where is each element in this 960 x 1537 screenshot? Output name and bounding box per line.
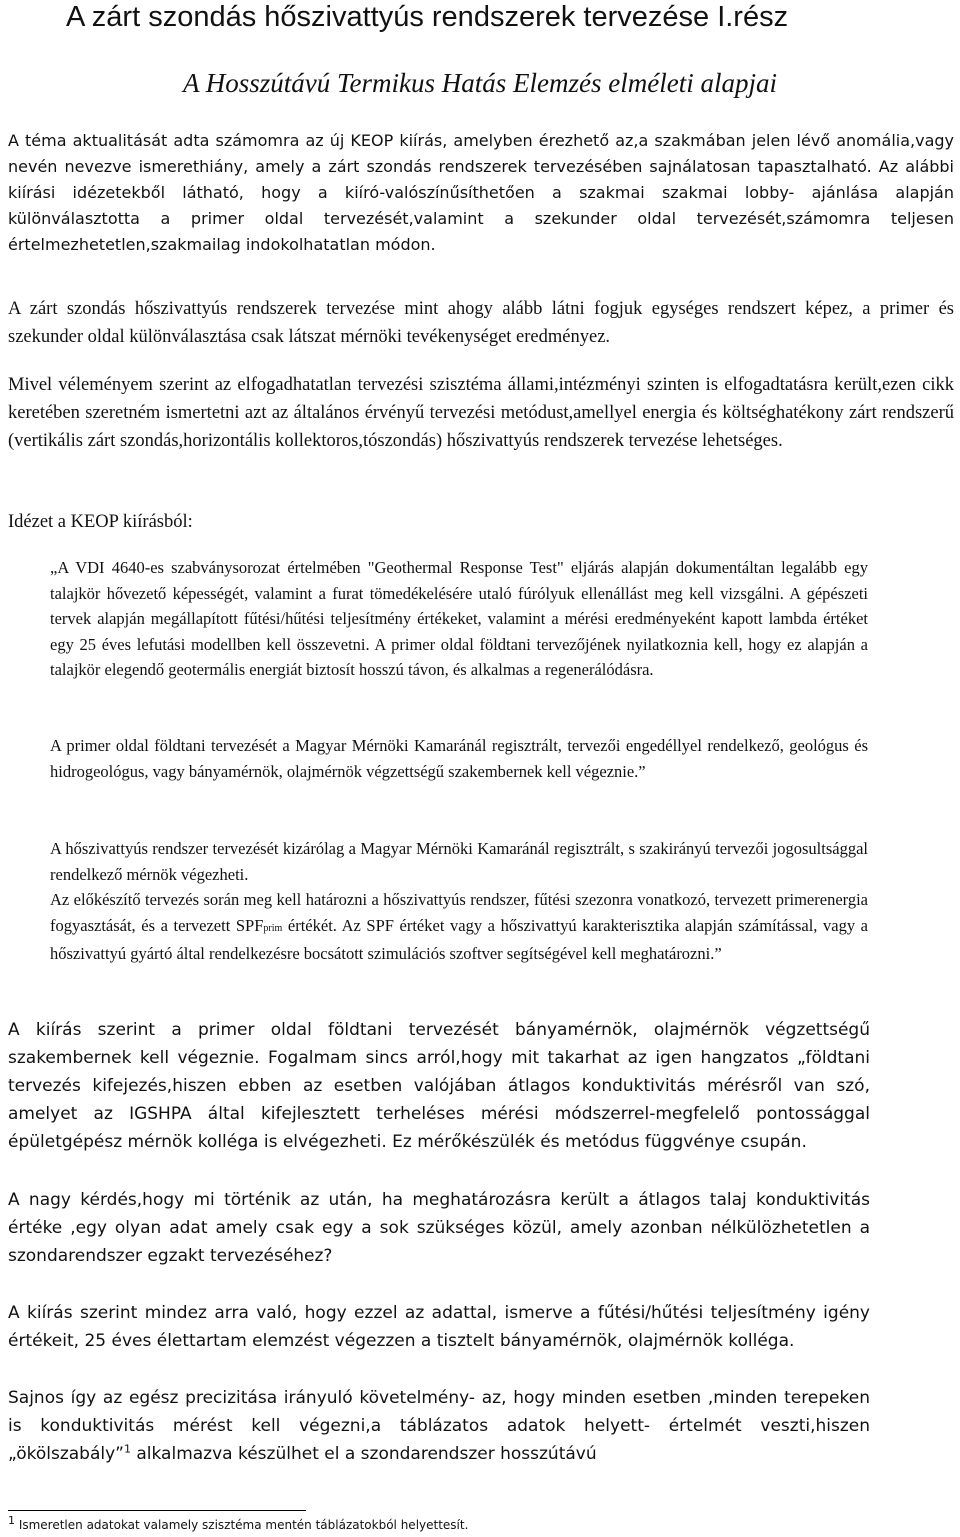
footnote-marker: 1 — [8, 1514, 15, 1527]
quote-heading: Idézet a KEOP kiírásból: — [8, 512, 193, 532]
quote-spf — [50, 887, 868, 967]
quote-vdi: „A VDI 4640-es szabványsorozat értelmében "Geothermal Response Test" eljárás alapján dokumentáltan legalább egy talajkör hővezető képességét, valamint a furat tömedékelésére utaló fúrólyuk ellenállást meg kell vizsgálni. A gépészeti tervek alapján megállapított fűtési/hűtési teljesítmény értékeket, valamint a mérési eredményeként kapott lambda értéket egy 25 éves lefutási modellben kell összevetni. A primer oldal földtani tervezőjének nyilatkoznia kell, hogy ez alapján a talajkör elegendő geotermális energiát biztosít hosszú távon, és alkalmas a regenerálódásra. — [50, 558, 868, 679]
spf-subscript: prim — [263, 922, 283, 934]
paragraph-big-question: A nagy kérdés,hogy mi történik az után, ha meghatározásra került a átlagos talaj konduktivitás értéke ,egy olyan adat amely csak egy a sok szükséges közül, amely azonban nélkülözhetetlen a szondarendszer egzakt tervezéséhez? — [8, 1190, 870, 1266]
document-title: A zárt szondás hőszivattyús rendszerek tervezése I.rész — [66, 1, 789, 33]
document-subtitle: A Hosszútávú Termikus Hatás Elemzés elméleti alapjai — [183, 68, 777, 98]
footnote-separator — [8, 1510, 306, 1511]
paragraph-geological-design: A kiírás szerint a primer oldal földtani tervezését bányamérnök, olajmérnök végzettségű szakembernek kell végeznie. Fogalmam sincs arról,hogy mit takarhat az igen hangzatos „földtani tervezés kifejezés,hiszen ebben az esetben valójában átlagos konduktivitás mérésről van szó, amelyet az IGSHPA által kifejlesztett terheléses mérési módszerrel-megfelelő pontossággal épületgépész mérnök kolléga is elvégezheti. Ez mérőkészülék és metódus függvénye csupán. — [8, 1020, 870, 1152]
rule-of-thumb-text-a: Sajnos így az egész precizitása irányuló követelmény- az, hogy minden esetben ,minden terepeken is konduktivitás mérést kell végezni,a táblázatos adatok helyett- értelmét veszti,hiszen „ökölszabály” — [8, 1388, 870, 1464]
paragraph-25-year-analysis: A kiírás szerint mindez arra való, hogy ezzel az adattal, ismerve a fűtési/hűtési teljesítmény igény értékeit, 25 éves élettartam elemzést végezzen a tisztelt bányamérnök, olajmérnök kolléga. — [8, 1303, 870, 1351]
paragraph-system-unity: A zárt szondás hőszivattyús rendszerek tervezése mint ahogy alább látni fogjuk egységes rendszert képez, a primer és szekunder oldal különválasztása csak látszat mérnöki tevékenységet eredményez. — [8, 299, 954, 347]
footnote-text: Ismeretlen adatokat valamely szisztéma mentén táblázatokból helyettesít. — [15, 1518, 469, 1532]
paragraph-method: Mivel véleményem szerint az elfogadhatatlan tervezési szisztéma állami,intézményi szinten is elfogadtatásra került,ezen cikk keretében szeretném ismertetni azt az általános érvényű tervezési metódust,amellyel energia és költséghatékony zárt rendszerű (vertikális zárt szondás,horizontális kollektoros,tószondás) hőszivattyús rendszerek tervezése lehetséges. — [8, 375, 954, 451]
rule-of-thumb-text-b: alkalmazva készülhet el a szondarendszer hosszútávú — [130, 1444, 597, 1464]
footnote — [8, 1514, 469, 1533]
quote-primer-designer: A primer oldal földtani tervezését a Magyar Mérnöki Kamaránál regisztrált, tervezői engedéllyel rendelkező, geológus és hidrogeológus, vagy bányamérnök, olajmérnök végzettségű szakembernek kell végeznie.” — [50, 736, 868, 781]
quote-spf-text-b: értékét. Az SPF értéket vagy a hőszivattyú karakterisztika alapján számítással, vagy a hőszivattyú gyártó által rendelkezésre bocsátott szimulációs szoftver segítségével kell meghatározni.” — [50, 915, 868, 963]
paragraph-rule-of-thumb — [8, 1384, 870, 1468]
quote-heat-pump-designer: A hőszivattyús rendszer tervezését kizárólag a Magyar Mérnöki Kamaránál regisztrált, s szakirányú tervezői jogosultsággal rendelkező mérnök végezheti. — [50, 839, 868, 884]
paragraph-intro: A téma aktualitását adta számomra az új KEOP kiírás, amelyben érezhető az,a szakmában jelen lévő anomália,vagy nevén nevezve ismerethiány, amely a zárt szondás rendszerek tervezésében sajnálatosan tapasztalható. Az alábbi kiírási idézetekből látható, hogy a kiíró-valószínűsíthetően a szakmai szakmai lobby- ajánlása alapján különválasztotta a primer oldal tervezését,valamint a szekunder oldal tervezését,számomra teljesen értelmezhetetlen,szakmailag indokolhatatlan módon. — [8, 131, 954, 254]
footnote-reference[interactable]: 1 — [123, 1442, 131, 1456]
quote-spf-text-a: Az előkészítő tervezés során meg kell határozni a hőszivattyús rendszer, fűtési szezonra vonatkozó, tervezett primerenergia fogyasztását, és a tervezett SPF — [50, 890, 868, 935]
